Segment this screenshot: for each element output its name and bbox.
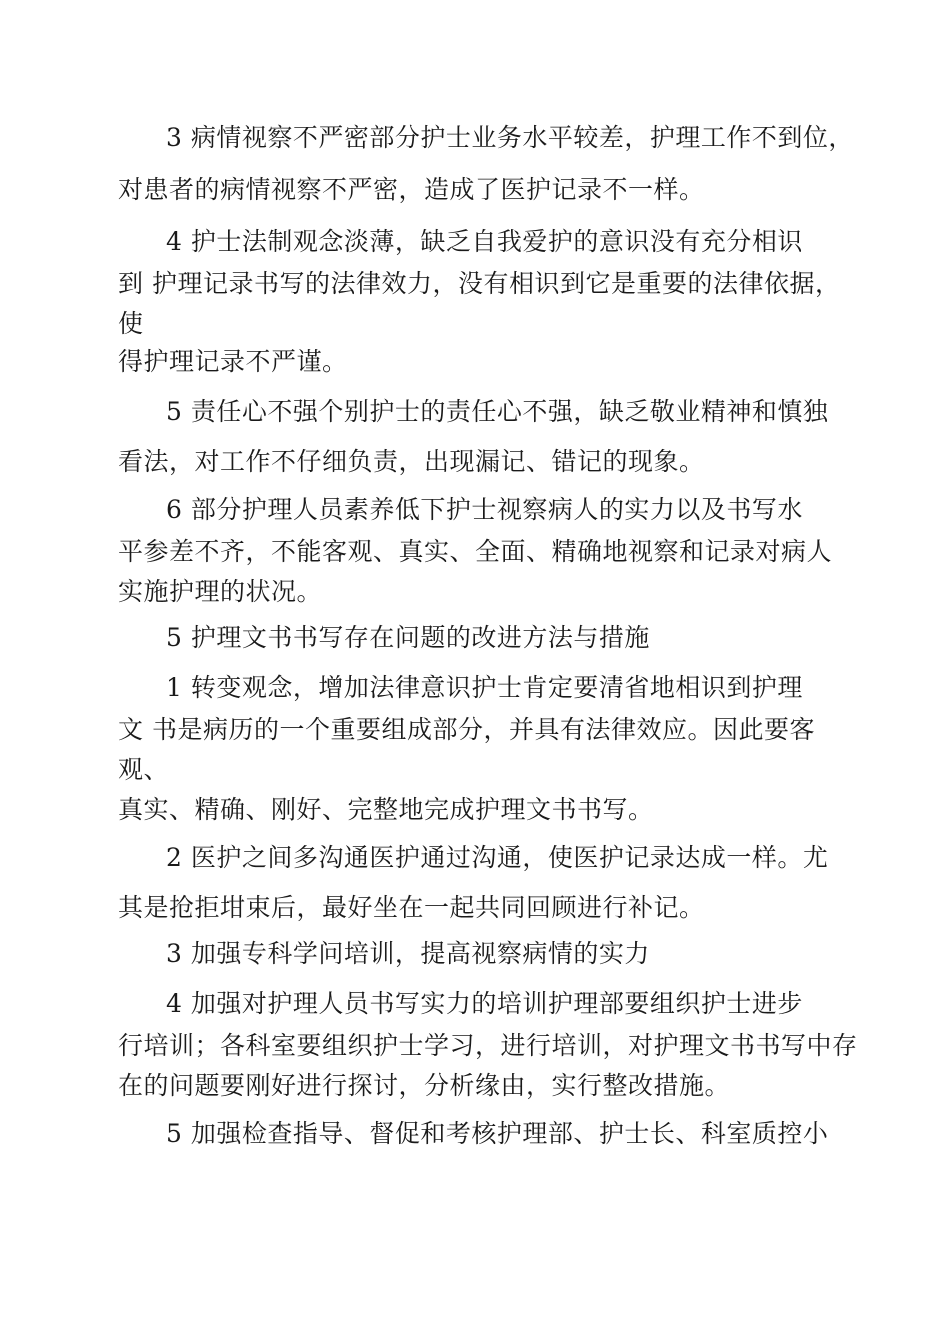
paragraph-line: 真实、精确、刚好、完整地完成护理文书书写。: [118, 795, 654, 824]
paragraph-line: 得护理记录不严谨。: [118, 347, 348, 376]
paragraph-line: 行培训；各科室要组织护士学习，进行培训，对护理文书书写中存: [118, 1031, 858, 1060]
paragraph-line: 其是抢拒坩束后，最好坐在一起共同回顾进行补记。: [118, 893, 705, 922]
paragraph-line: 3 病情视察不严密部分护士业务水平较差，护理工作不到位，: [166, 123, 854, 152]
paragraph-line: 观、: [118, 755, 170, 784]
paragraph-line: 5 责任心不强个别护士的责任心不强，缺乏敬业精神和慎独: [166, 397, 829, 426]
paragraph-line: 6 部分护理人员素养低下护士视察病人的实力以及书写水: [166, 495, 803, 524]
paragraph-line: 看法，对工作不仔细负责，出现漏记、错记的现象。: [118, 447, 705, 476]
paragraph-line: 到 护理记录书写的法律效力，没有相识到它是重要的法律依据，: [118, 269, 841, 298]
paragraph-line: 使: [118, 309, 144, 338]
paragraph-line: 4 加强对护理人员书写实力的培训护理部要组织护士进步: [166, 989, 803, 1018]
paragraph-line: 平参差不齐，不能客观、真实、全面、精确地视察和记录对病人: [118, 537, 833, 566]
paragraph-line: 对患者的病情视察不严密，造成了医护记录不一样。: [118, 175, 705, 204]
paragraph-line: 3 加强专科学问培训，提高视察病情的实力: [166, 939, 650, 968]
paragraph-line: 文 书是病历的一个重要组成部分，并具有法律效应。因此要客: [118, 715, 815, 744]
paragraph-line: 实施护理的状况。: [118, 577, 323, 606]
paragraph-line: 5 加强检查指导、督促和考核护理部、护士长、科室质控小: [166, 1119, 829, 1148]
section-heading: 5 护理文书书写存在问题的改进方法与措施: [166, 623, 650, 652]
paragraph-line: 1 转变观念，增加法律意识护士肯定要清省地相识到护理: [166, 673, 803, 702]
paragraph-line: 2 医护之间多沟通医护通过沟通，使医护记录达成一样。尤: [166, 843, 829, 872]
paragraph-line: 4 护士法制观念淡薄，缺乏自我爱护的意识没有充分相识: [166, 227, 803, 256]
paragraph-line: 在的问题要刚好进行探讨，分析缘由，实行整改措施。: [118, 1071, 731, 1100]
